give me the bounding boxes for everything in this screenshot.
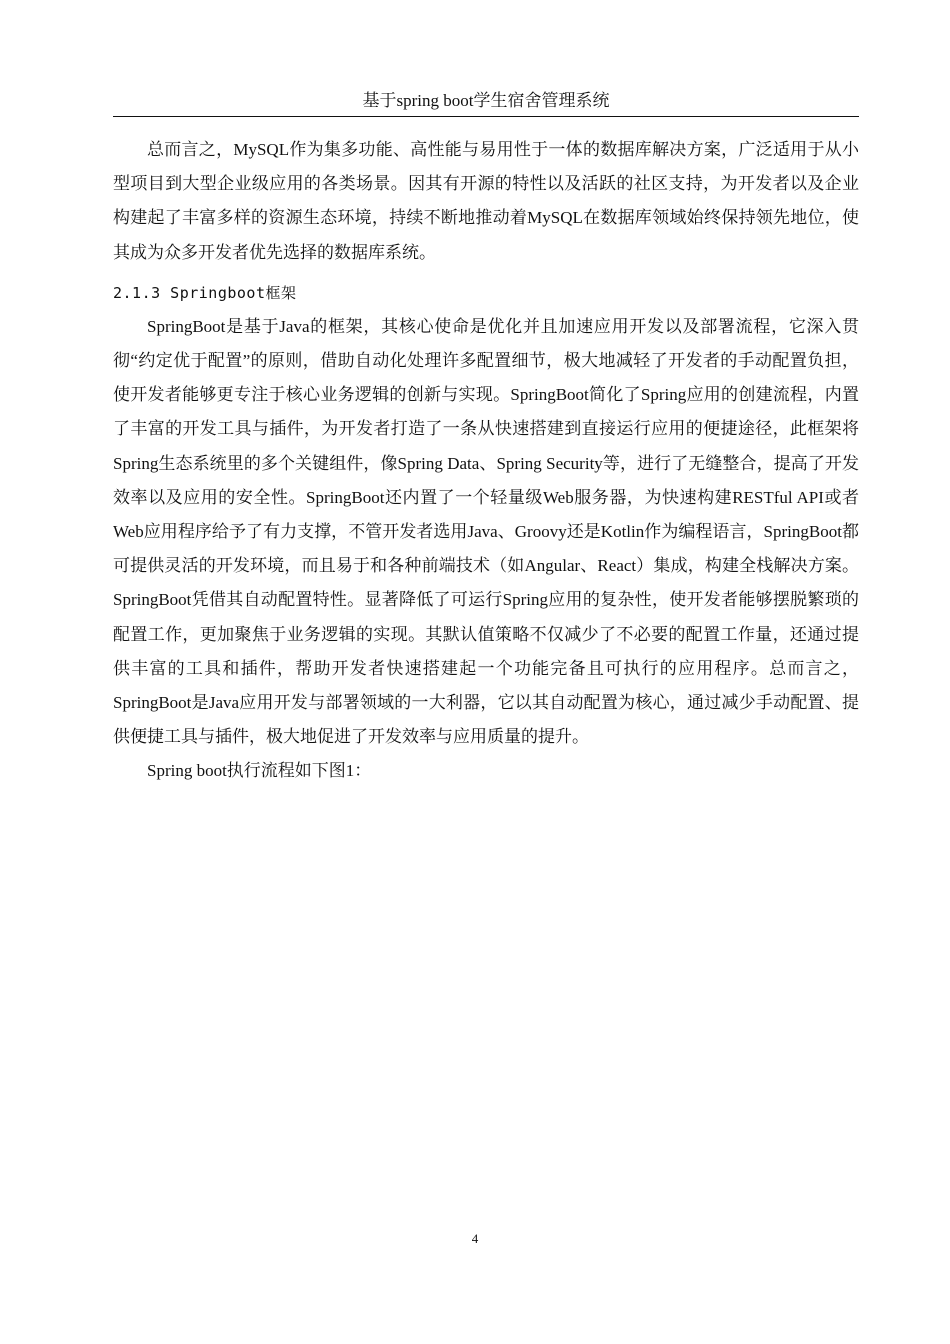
document-body: [113, 133, 859, 789]
page-header-title: 基于spring boot学生宿舍管理系统: [362, 91, 610, 110]
paragraph-mysql-summary: 总而言之，MySQL作为集多功能、高性能与易用性于一体的数据库解决方案，广泛适用于从小型项目到大型企业级应用的各类场景。因其有开源的特性以及活跃的社区支持，为开发者以及企业构建起了丰富多样的资源生态环境，持续不断地推动着MySQL在数据库领域始终保持领先地位，使其成为众多开发者优先选择的数据库系统。: [113, 140, 859, 262]
page-number: 4: [471, 1231, 479, 1246]
header-divider: [113, 116, 859, 117]
paragraph-springboot: SpringBoot是基于Java的框架，其核心使命是优化并且加速应用开发以及部署流程，它深入贯彻“约定优于配置”的原则，借助自动化处理许多配置细节，极大地减轻了开发者的手动配置负担，使开发者能够更专注于核心业务逻辑的创新与实现。SpringBoot简化了Spring应用的创建流程，内置了丰富的开发工具与插件，为开发者打造了一条从快速搭建到直接运行应用的便捷途径，此框架将Spring生态系统里的多个关键组件，像Spring Data、Spring Security等，进行了无缝整合，提高了开发效率以及应用的安全性。SpringBoot还内置了一个轻量级Web服务器，为快速构建RESTful API或者Web应用程序给予了有力支撑，不管开发者选用Java、Groovy还是Kotlin作为编程语言，SpringBoot都可提供灵活的开发环境，而且易于和各种前端技术（如Angular、React）集成，构建全栈解决方案。SpringBoot凭借其自动配置特性。显著降低了可运行Spring应用的复杂性，使开发者能够摆脱繁琐的配置工作，更加聚焦于业务逻辑的实现。其默认值策略不仅减少了不必要的配置工作量，还通过提供丰富的工具和插件，帮助开发者快速搭建起一个功能完备且可执行的应用程序。总而言之，SpringBoot是Java应用开发与部署领域的一大利器，它以其自动配置为核心，通过减少手动配置、提供便捷工具与插件，极大地促进了开发效率与应用质量的提升。: [113, 316, 859, 747]
paragraph-flow-intro: Spring boot执行流程如下图1：: [147, 761, 372, 781]
section-heading: 2.1.3 Springboot框架: [113, 283, 297, 302]
